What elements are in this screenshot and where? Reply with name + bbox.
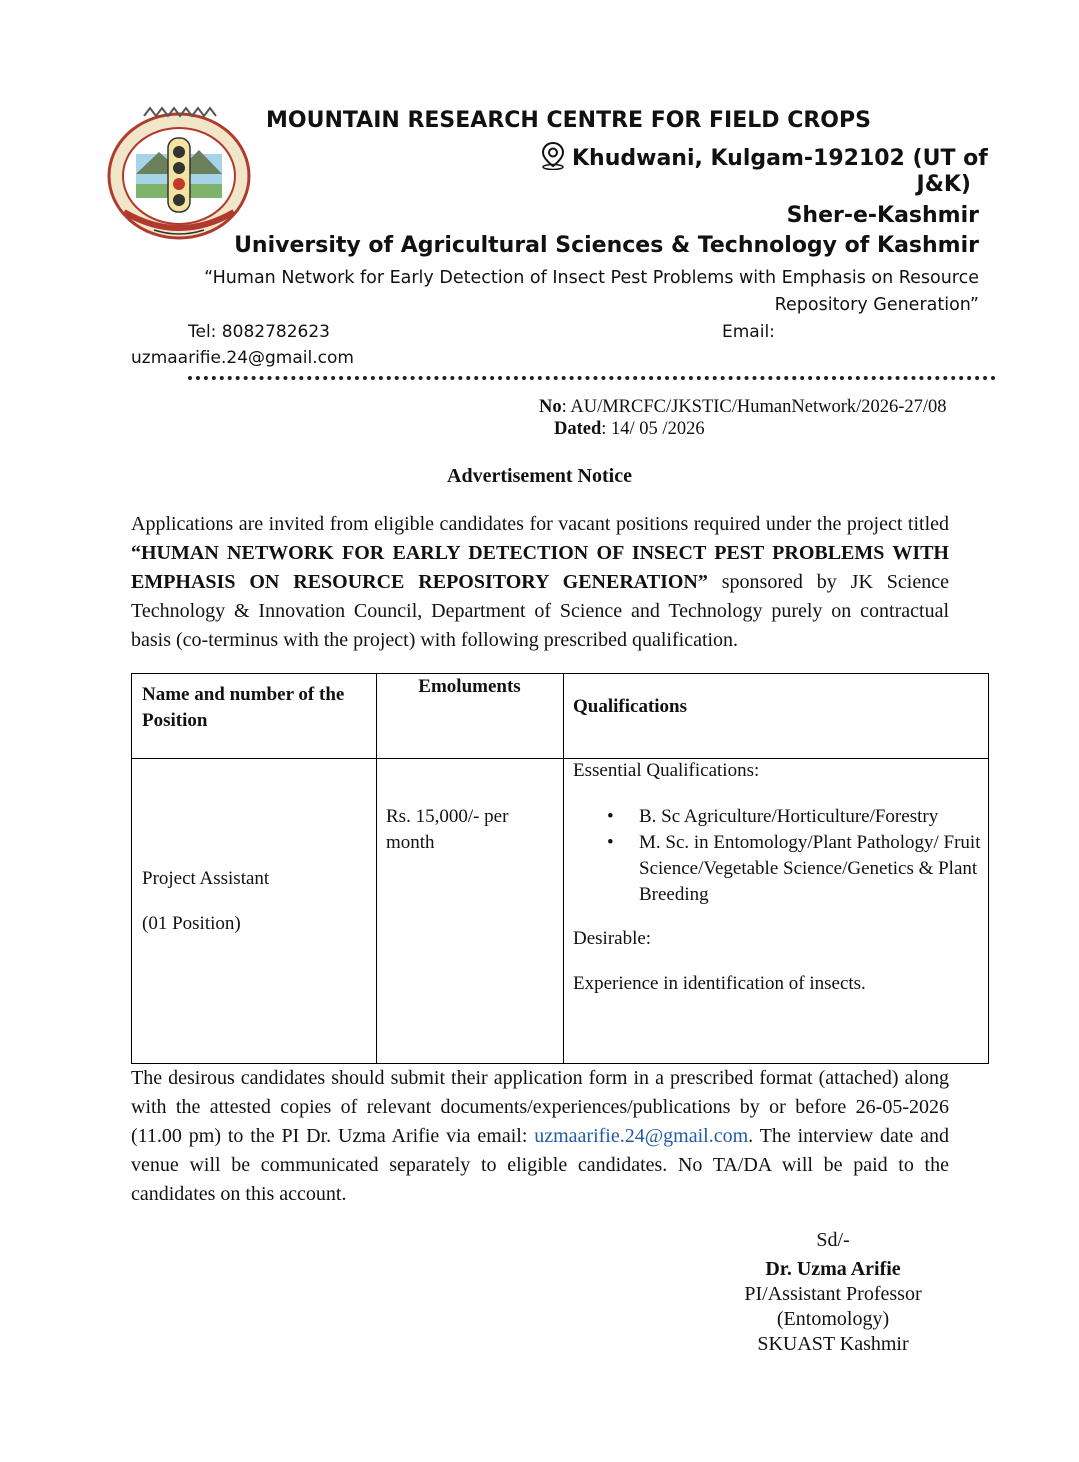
signature-name: Dr. Uzma Arifie [765, 1258, 901, 1280]
address-text: Khudwani, Kulgam-192102 (UT of [572, 145, 988, 171]
table-column-divider [376, 674, 377, 1063]
essential-list [573, 804, 983, 908]
signature-department: (Entomology) [776, 1308, 890, 1330]
email-address[interactable]: uzmaarifie.24@gmail.com [131, 348, 354, 368]
positions-table [131, 673, 989, 1064]
reference-date [554, 419, 705, 440]
reference-number-value: : AU/MRCFC/JKSTIC/HumanNetwork/2026-27/08 [561, 397, 947, 417]
table-column-divider [563, 674, 564, 1063]
position-count: (01 Position) [142, 913, 241, 934]
telephone: Tel: 8082782623 [188, 322, 330, 342]
intro-text-2: sponsored by JK Science Technology & Innovation Council, Department of Science and Technology purely on contractual basis (co-terminus with the project) with following prescribed qualification. [131, 571, 949, 651]
list-item: • M. Sc. in Entomology/Plant Pathology/ Fruit Science/Vegetable Science/Genetics & Plant Breeding [573, 830, 983, 908]
emoluments-value: Rs. 15,000/- per month [386, 806, 509, 853]
closing-email-link[interactable]: uzmaarifie.24@gmail.com [534, 1125, 749, 1147]
institution-address [538, 140, 988, 176]
intro-paragraph [131, 510, 949, 655]
qualifications-cell [573, 758, 983, 997]
intro-project-title: “HUMAN NETWORK FOR EARLY DETECTION OF INSECT PEST PROBLEMS WITH EMPHASIS ON RESOURCE REPOSITORY GENERATION” [131, 542, 949, 593]
list-item: • B. Sc Agriculture/Horticulture/Forestry [573, 804, 983, 830]
email-label: Email: [722, 322, 775, 342]
notice-title: Advertisement Notice [447, 465, 632, 487]
closing-paragraph [131, 1064, 949, 1209]
desirable-label: Desirable: [573, 928, 652, 949]
header-emoluments: Emoluments [418, 676, 521, 697]
desirable-text: Experience in identification of insects. [573, 973, 866, 994]
location-pin-icon [538, 140, 568, 176]
reference-date-value: : 14/ 05 /2026 [601, 419, 705, 439]
header-qualifications: Qualifications [573, 696, 688, 717]
essential-label: Essential Qualifications: [573, 760, 760, 781]
address-continuation: J&K) [916, 172, 971, 197]
header-position: Name and number of the Position [142, 684, 345, 731]
signature-designation: PI/Assistant Professor [744, 1283, 922, 1305]
signature-sd: Sd/- [816, 1229, 850, 1251]
position-name: Project Assistant [142, 868, 270, 889]
closing-text-2: . The interview date and venue will be communicated separately to eligible candidates. No TA/DA will be paid to the candidates on this account. [131, 1125, 949, 1205]
reference-number [539, 397, 947, 418]
institution-name: MOUNTAIN RESEARCH CENTRE FOR FIELD CROPS [266, 108, 871, 133]
signature-institution: SKUAST Kashmir [757, 1333, 909, 1355]
reference-date-label: Dated [554, 419, 602, 439]
closing-text-1: The desirous candidates should submit their application form in a prescribed format (attached) along with the attested copies of relevant documents/experiences/publications by or before 26-05-2026 (11.00 pm) to the PI Dr. Uzma Arifie via email: [131, 1067, 949, 1147]
header-divider [188, 376, 996, 380]
university-name: University of Agricultural Sciences & Technology of Kashmir [234, 233, 979, 258]
project-title-header: “Human Network for Early Detection of Insect Pest Problems with Emphasis on Resource Repository Generation” [204, 268, 979, 315]
intro-text-1: Applications are invited from eligible candidates for vacant positions required under the project titled [131, 513, 949, 535]
university-seal-icon [104, 104, 254, 244]
reference-number-label: No [539, 397, 562, 417]
university-prefix: Sher-e-Kashmir [786, 203, 979, 228]
